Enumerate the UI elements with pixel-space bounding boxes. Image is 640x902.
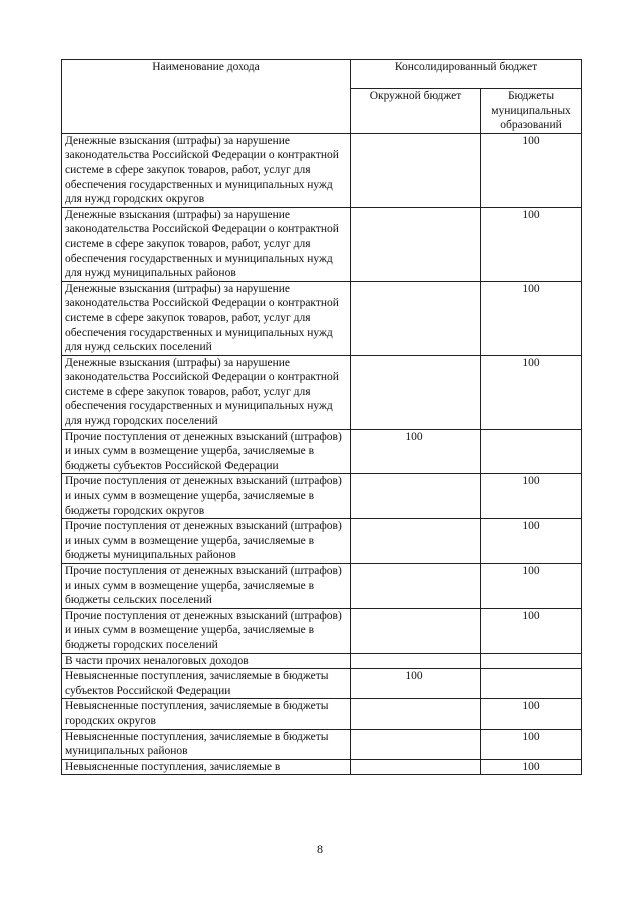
revenue-name-cell: Невыясненные поступления, зачисляемые в бюджеты муниципальных районов [62, 729, 351, 759]
table-row [62, 669, 582, 699]
okrug-share-cell [351, 355, 481, 429]
table-row [62, 608, 582, 653]
municipal-share-cell [481, 669, 582, 699]
revenue-name-cell: Невыясненные поступления, зачисляемые в [62, 759, 351, 775]
okrug-share-cell [351, 519, 481, 564]
okrug-share-cell: 100 [351, 669, 481, 699]
table-row [62, 729, 582, 759]
table-row [62, 281, 582, 355]
table-row [62, 474, 582, 519]
municipal-share-cell: 100 [481, 729, 582, 759]
header-revenue-name: Наименование дохода [62, 60, 351, 134]
municipal-share-cell: 100 [481, 355, 582, 429]
page-number: 8 [317, 842, 323, 856]
okrug-share-cell [351, 474, 481, 519]
okrug-share-cell [351, 608, 481, 653]
okrug-share-cell [351, 133, 481, 207]
municipal-share-cell [481, 653, 582, 669]
municipal-share-cell: 100 [481, 608, 582, 653]
header-consolidated-budget: Консолидированный бюджет [351, 60, 582, 89]
okrug-share-cell [351, 699, 481, 729]
municipal-share-cell: 100 [481, 207, 582, 281]
revenue-name-cell: Прочие поступления от денежных взысканий (штрафов) и иных сумм в возмещение ущерба, зачисляемые в бюджеты городских округов [62, 474, 351, 519]
municipal-share-cell: 100 [481, 474, 582, 519]
municipal-share-cell: 100 [481, 564, 582, 609]
header-okrug-budget: Окружной бюджет [351, 89, 481, 134]
okrug-share-cell [351, 564, 481, 609]
revenue-name-cell: Невыясненные поступления, зачисляемые в бюджеты городских округов [62, 699, 351, 729]
revenue-name-cell: В части прочих неналоговых доходов [62, 653, 351, 669]
table-row [62, 519, 582, 564]
revenue-name-cell: Прочие поступления от денежных взысканий (штрафов) и иных сумм в возмещение ущерба, зачисляемые в бюджеты муниципальных районов [62, 519, 351, 564]
municipal-share-cell: 100 [481, 133, 582, 207]
header-municipal-budgets: Бюджеты муниципальных образований [481, 89, 582, 134]
municipal-share-cell: 100 [481, 519, 582, 564]
okrug-share-cell: 100 [351, 429, 481, 474]
revenue-name-cell: Денежные взыскания (штрафы) за нарушение законодательства Российской Федерации о контрактной системе в сфере закупок товаров, работ, услуг для обеспечения государственных и муниципальных нужд для нужд муниципальных районов [62, 207, 351, 281]
okrug-share-cell [351, 653, 481, 669]
municipal-share-cell [481, 429, 582, 474]
revenue-name-cell: Прочие поступления от денежных взысканий (штрафов) и иных сумм в возмещение ущерба, зачисляемые в бюджеты сельских поселений [62, 564, 351, 609]
revenue-name-cell: Денежные взыскания (штрафы) за нарушение законодательства Российской Федерации о контрактной системе в сфере закупок товаров, работ, услуг для обеспечения государственных и муниципальных нужд для нужд городских поселений [62, 355, 351, 429]
municipal-share-cell: 100 [481, 759, 582, 775]
table-row [62, 355, 582, 429]
revenue-name-cell: Невыясненные поступления, зачисляемые в бюджеты субъектов Российской Федерации [62, 669, 351, 699]
okrug-share-cell [351, 759, 481, 775]
revenue-distribution-table [61, 59, 582, 775]
revenue-name-cell: Денежные взыскания (штрафы) за нарушение законодательства Российской Федерации о контрактной системе в сфере закупок товаров, работ, услуг для обеспечения государственных и муниципальных нужд для нужд сельских поселений [62, 281, 351, 355]
table-row [62, 133, 582, 207]
revenue-name-cell: Прочие поступления от денежных взысканий (штрафов) и иных сумм в возмещение ущерба, зачисляемые в бюджеты городских поселений [62, 608, 351, 653]
section-row [62, 653, 582, 669]
okrug-share-cell [351, 281, 481, 355]
okrug-share-cell [351, 207, 481, 281]
table-row [62, 207, 582, 281]
table-row [62, 429, 582, 474]
municipal-share-cell: 100 [481, 699, 582, 729]
table-row [62, 564, 582, 609]
revenue-name-cell: Прочие поступления от денежных взысканий (штрафов) и иных сумм в возмещение ущерба, зачисляемые в бюджеты субъектов Российской Федерации [62, 429, 351, 474]
revenue-name-cell: Денежные взыскания (штрафы) за нарушение законодательства Российской Федерации о контрактной системе в сфере закупок товаров, работ, услуг для обеспечения государственных и муниципальных нужд для нужд городских округов [62, 133, 351, 207]
municipal-share-cell: 100 [481, 281, 582, 355]
table-row [62, 759, 582, 775]
table-row [62, 699, 582, 729]
okrug-share-cell [351, 729, 481, 759]
